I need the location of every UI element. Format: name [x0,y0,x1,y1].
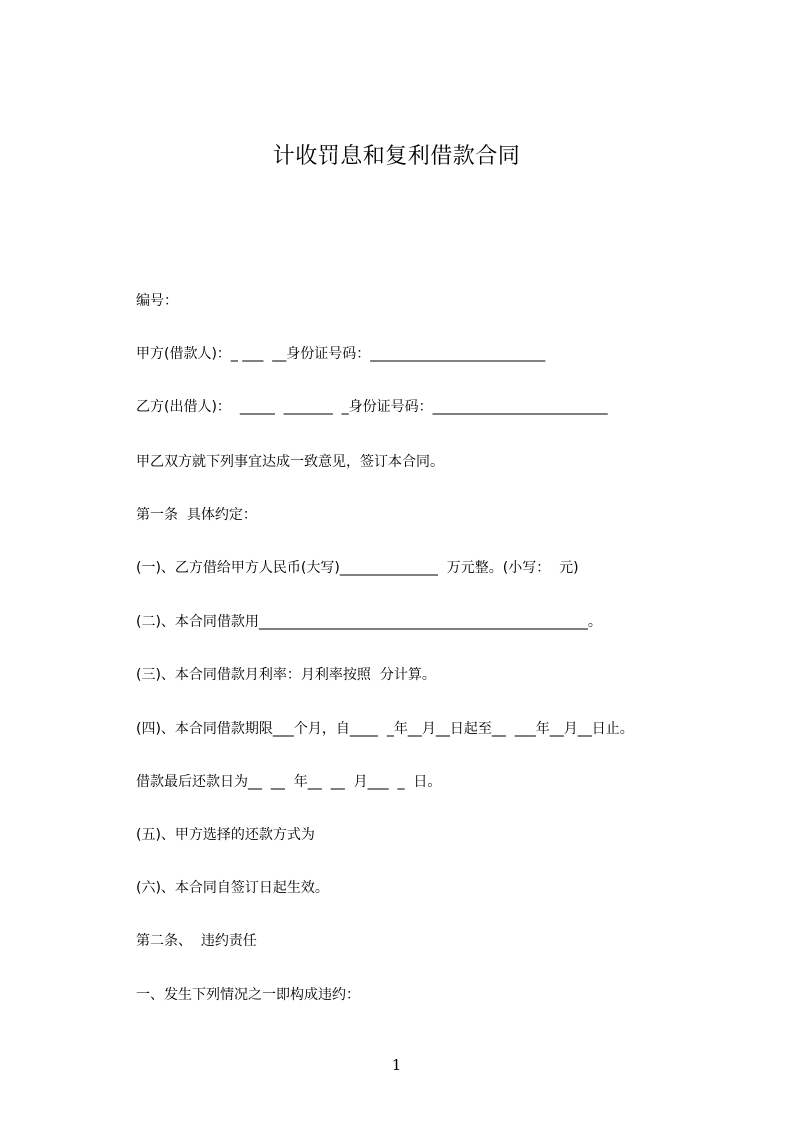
clause-1-amount: (一)、乙方借给甲方人民币(大写)______________ 万元整。(小写： 元) [136,560,579,576]
article-one-heading: 第一条 具体约定： [136,507,257,523]
clause-6-effective: (六)、本合同自签订日起生效。 [136,880,329,896]
clause-2-purpose: (二)、本合同借款用_______________________________________________。 [136,614,602,630]
article-two-heading: 第二条、 违约责任 [136,933,257,949]
clause-5-repayment-method: (五)、甲方选择的还款方式为 [136,827,315,843]
clause-4-term: (四)、本合同借款期限___个月，自____ _年__月__日起至__ ___年__月__日止。 [136,721,634,737]
final-repayment-date: 借款最后还款日为__ __ 年__ __ 月___ _ 日。 [136,774,442,790]
agreement-intro-line: 甲乙双方就下列事宜达成一致意见，签订本合同。 [136,454,444,470]
document-title: 计收罚息和复利借款合同 [272,144,521,169]
party-b-line: 乙方(出借人)： _____ _______ _身份证号码：_________________________ [136,399,608,415]
contract-number-line: 编号： [136,293,178,309]
breach-conditions-line: 一、发生下列情况之一即构成违约： [136,987,360,1003]
clause-3-interest: (三)、本合同借款月利率：月利率按照 分计算。 [136,667,436,683]
party-a-line: 甲方(借款人)：_ ___ __身份证号码：_________________________ [136,346,546,362]
page-number: 1 [391,1056,402,1074]
